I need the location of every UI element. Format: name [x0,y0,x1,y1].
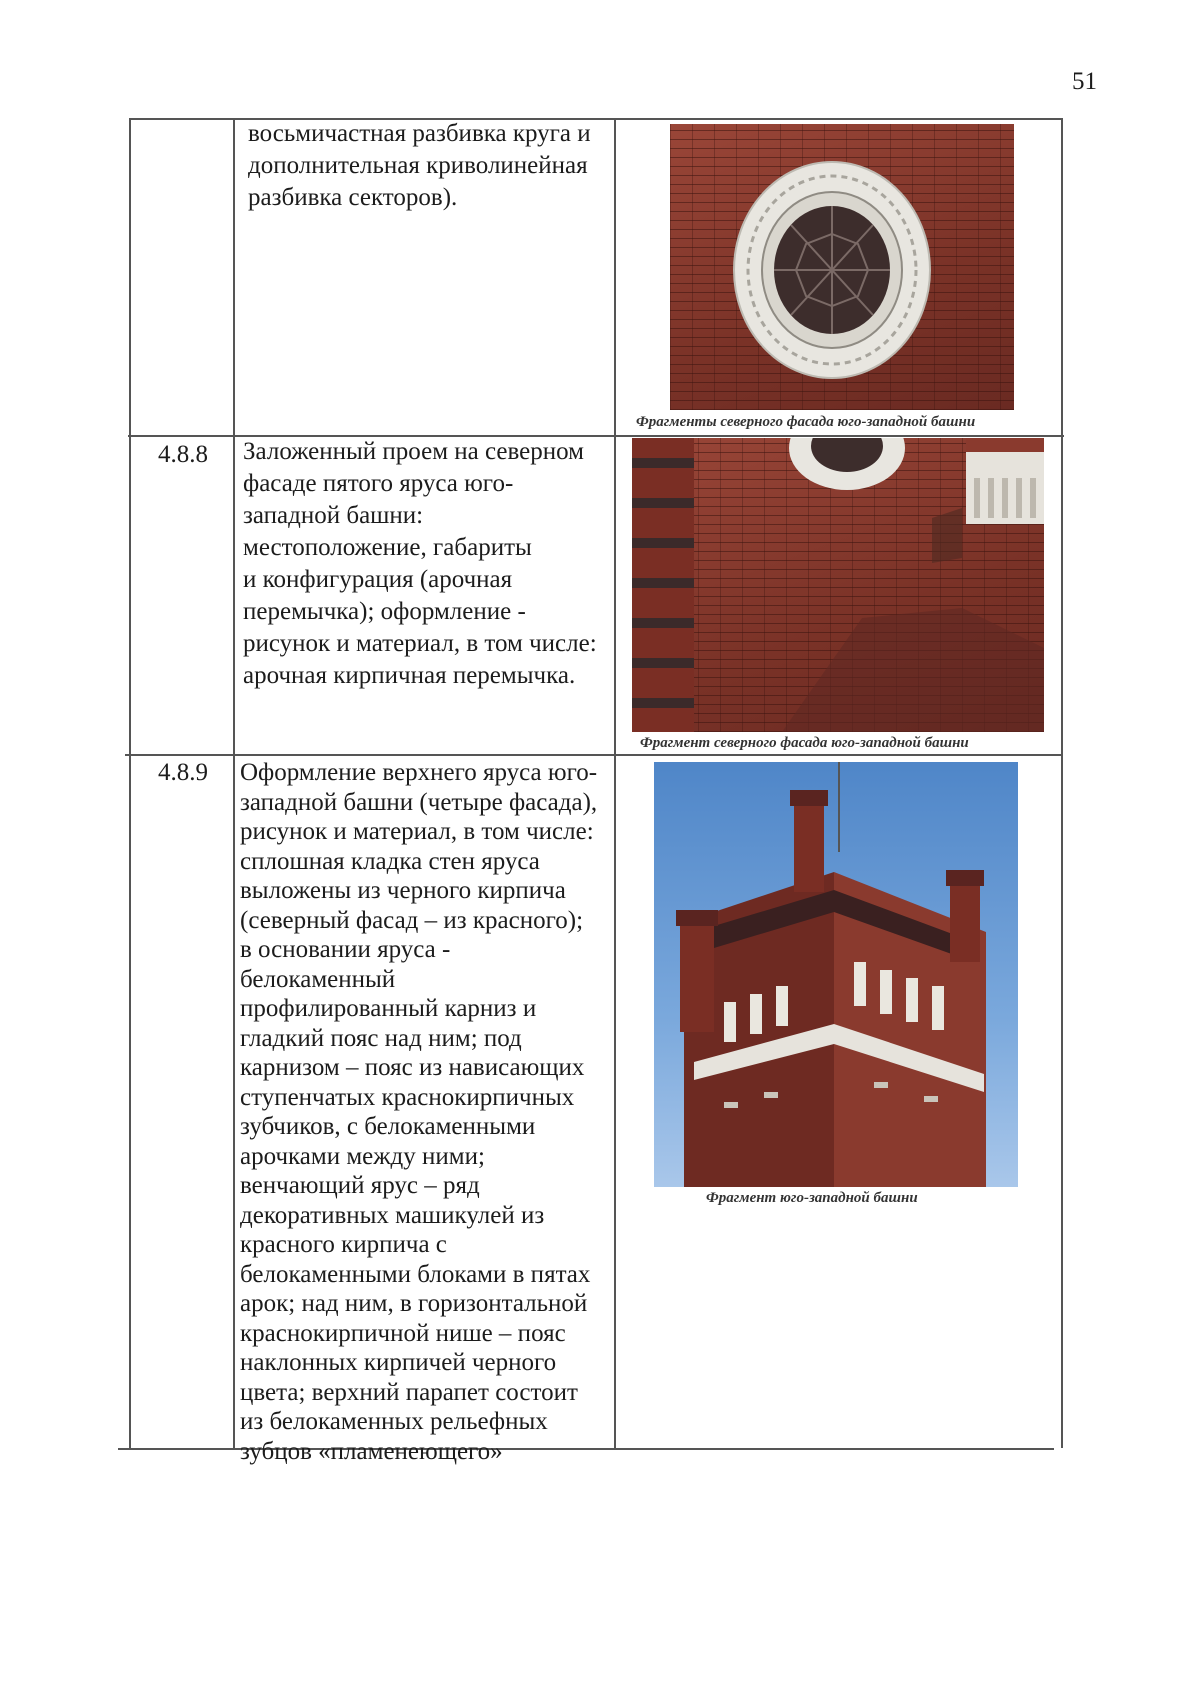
row-2-number: 4.8.8 [158,441,208,468]
row-divider-2 [125,754,1062,756]
bricked-opening-icon [632,438,1044,732]
row-2-description: Заложенный проем на северном фасаде пятого яруса юго- западной башни: местоположение, габариты и конфигурация (арочная перемычка); оформление - рисунок и материал, в том числе: арочная кирпичная перемычка. [243,438,597,689]
tower-photo [654,762,1018,1187]
round-window-icon [670,124,1014,410]
row-3-number: 4.8.9 [158,759,208,786]
column-divider-2 [614,118,616,1448]
table-border-right [1061,118,1063,1448]
bricked-opening-photo [632,438,1044,732]
round-window-photo [670,124,1014,410]
photo-caption-2: Фрагмент северного фасада юго-западной башни [640,735,969,751]
row-3-description: Оформление верхнего яруса юго- западной башни (четыре фасада), рисунок и материал, в том числе: сплошная кладка стен яруса выложены из черного кирпича (северный фасад – из красного); в основании яруса - белокаменный профилированный карниз и гладкий пояс над ним; под карнизом – пояс из нависающих ступенчатых краснокирпичных зубчиков, с белокаменными арочками между ними; венчающий ярус – ряд декоративных машикулей из красного кирпича с белокаменными блоками в пятах арок; над ним, в горизонтальной краснокирпичной нише – пояс наклонных кирпичей черного цвета; верхний парапет состоит из белокаменных рельефных зубцов «пламенеющего» [240,759,598,1465]
row-1-description: восьмичастная разбивка круга и дополнительная криволинейная разбивка секторов). [248,120,591,211]
photo-caption-1: Фрагменты северного фасада юго-западной башни [636,414,976,430]
table-border-left [129,118,131,1448]
photo-caption-3: Фрагмент юго-западной башни [706,1190,918,1206]
column-divider-1 [233,118,235,1448]
tower-icon [654,762,1018,1187]
page-number: 51 [1072,68,1097,95]
